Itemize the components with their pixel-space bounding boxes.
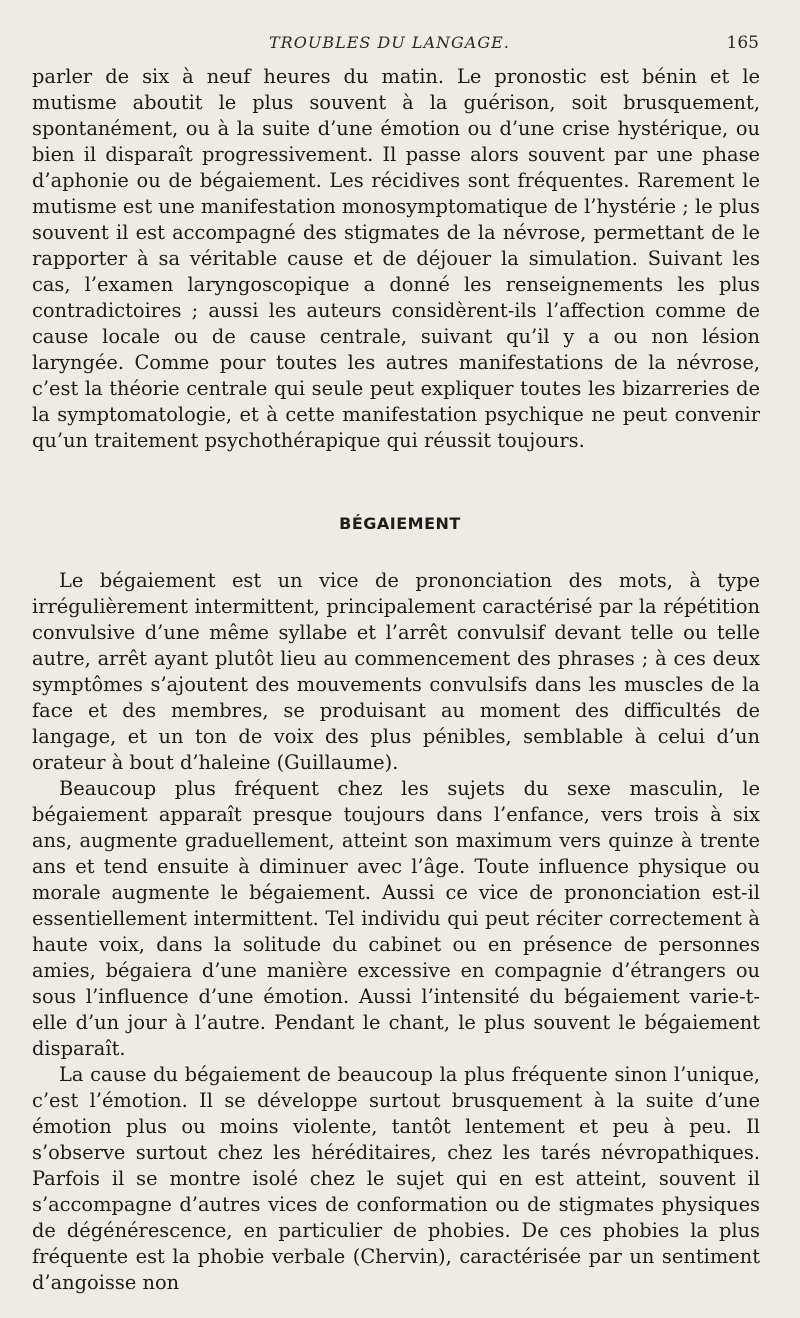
section-body	[32, 568, 760, 1296]
section-title: BÉGAIEMENT	[339, 514, 461, 533]
page-number: 165	[726, 33, 759, 53]
continuation-section	[32, 64, 760, 454]
paragraph-frequency: Beaucoup plus fréquent chez les sujets du sexe masculin, le bégaiement apparaît presque toujours dans l’enfance, vers trois à six ans, augmente graduellement, atteint son maximum vers quinze à trente ans et tend ensuite à diminuer avec l’âge. Toute influence physique ou morale augmente le bégaiement. Aussi ce vice de prononciation est-il essentiellement intermittent. Tel individu qui peut réciter correctement à haute voix, dans la solitude du cabinet ou en présence de personnes amies, bégaiera d’une manière excessive en compagnie d’étrangers ou sous l’influence d’une émotion. Aussi l’intensité du bégaiement varie-t-elle d’un jour à l’autre. Pendant le chant, le plus souvent le bégaiement disparaît.	[32, 777, 760, 1060]
paragraph-cause: La cause du bégaiement de beaucoup la plus fréquente sinon l’unique, c’est l’émotion. Il se développe surtout brusquement à la suite d’une émotion plus ou moins violente, tantôt lentement et peu à peu. Il s’observe surtout chez les héréditaires, chez les tarés névropathiques. Parfois il se montre isolé chez le sujet qui en est atteint, souvent il s’accompagne d’autres vices de conformation ou de stigmates physiques de dégénérescence, en particulier de phobies. De ces phobies la plus fréquente est la phobie verbale (Chervin), caractérisée par un sentiment d’angoisse non	[32, 1063, 760, 1294]
paragraph-definition: Le bégaiement est un vice de prononciation des mots, à type irrégulièrement intermittent, principalement caractérisé par la répétition convulsive d’une même syllabe et l’arrêt convulsif devant telle ou telle autre, arrêt ayant plutôt lieu au commencement des phrases ; à ces deux symptômes s’ajoutent des mouvements convulsifs dans les muscles de la face et des membres, se produisant au moment des difficultés de langage, et un ton de voix des plus pénibles, semblable à celui d’un orateur à bout d’haleine (Guillaume).	[32, 569, 760, 774]
running-header	[0, 33, 800, 57]
continuation-paragraph: parler de six à neuf heures du matin. Le pronostic est bénin et le mutisme aboutit le plus souvent à la guérison, soit brusquement, spontanément, ou à la suite d’une émotion ou d’une crise hystérique, ou bien il disparaît progressivement. Il passe alors souvent par une phase d’aphonie ou de bégaiement. Les récidives sont fréquentes. Rarement le mutisme est une manifestation monosymptomatique de l’hystérie ; le plus souvent il est accompagné des stigmates de la névrose, permettant de le rapporter à sa véritable cause et de déjouer la simulation. Suivant les cas, l’examen laryngoscopique a donné les renseignements les plus contradictoires ; aussi les auteurs considèrent-ils l’affection comme de cause locale ou de cause centrale, suivant qu’il y a ou non lésion laryngée. Comme pour toutes les autres manifestations de la névrose, c’est la théorie centrale qui seule peut expliquer toutes les bizarreries de la symptomatologie, et à cette manifestation psychique ne peut convenir qu’un traitement psychothérapique qui réussit toujours.	[32, 65, 760, 452]
running-title: TROUBLES DU LANGAGE.	[269, 33, 510, 52]
